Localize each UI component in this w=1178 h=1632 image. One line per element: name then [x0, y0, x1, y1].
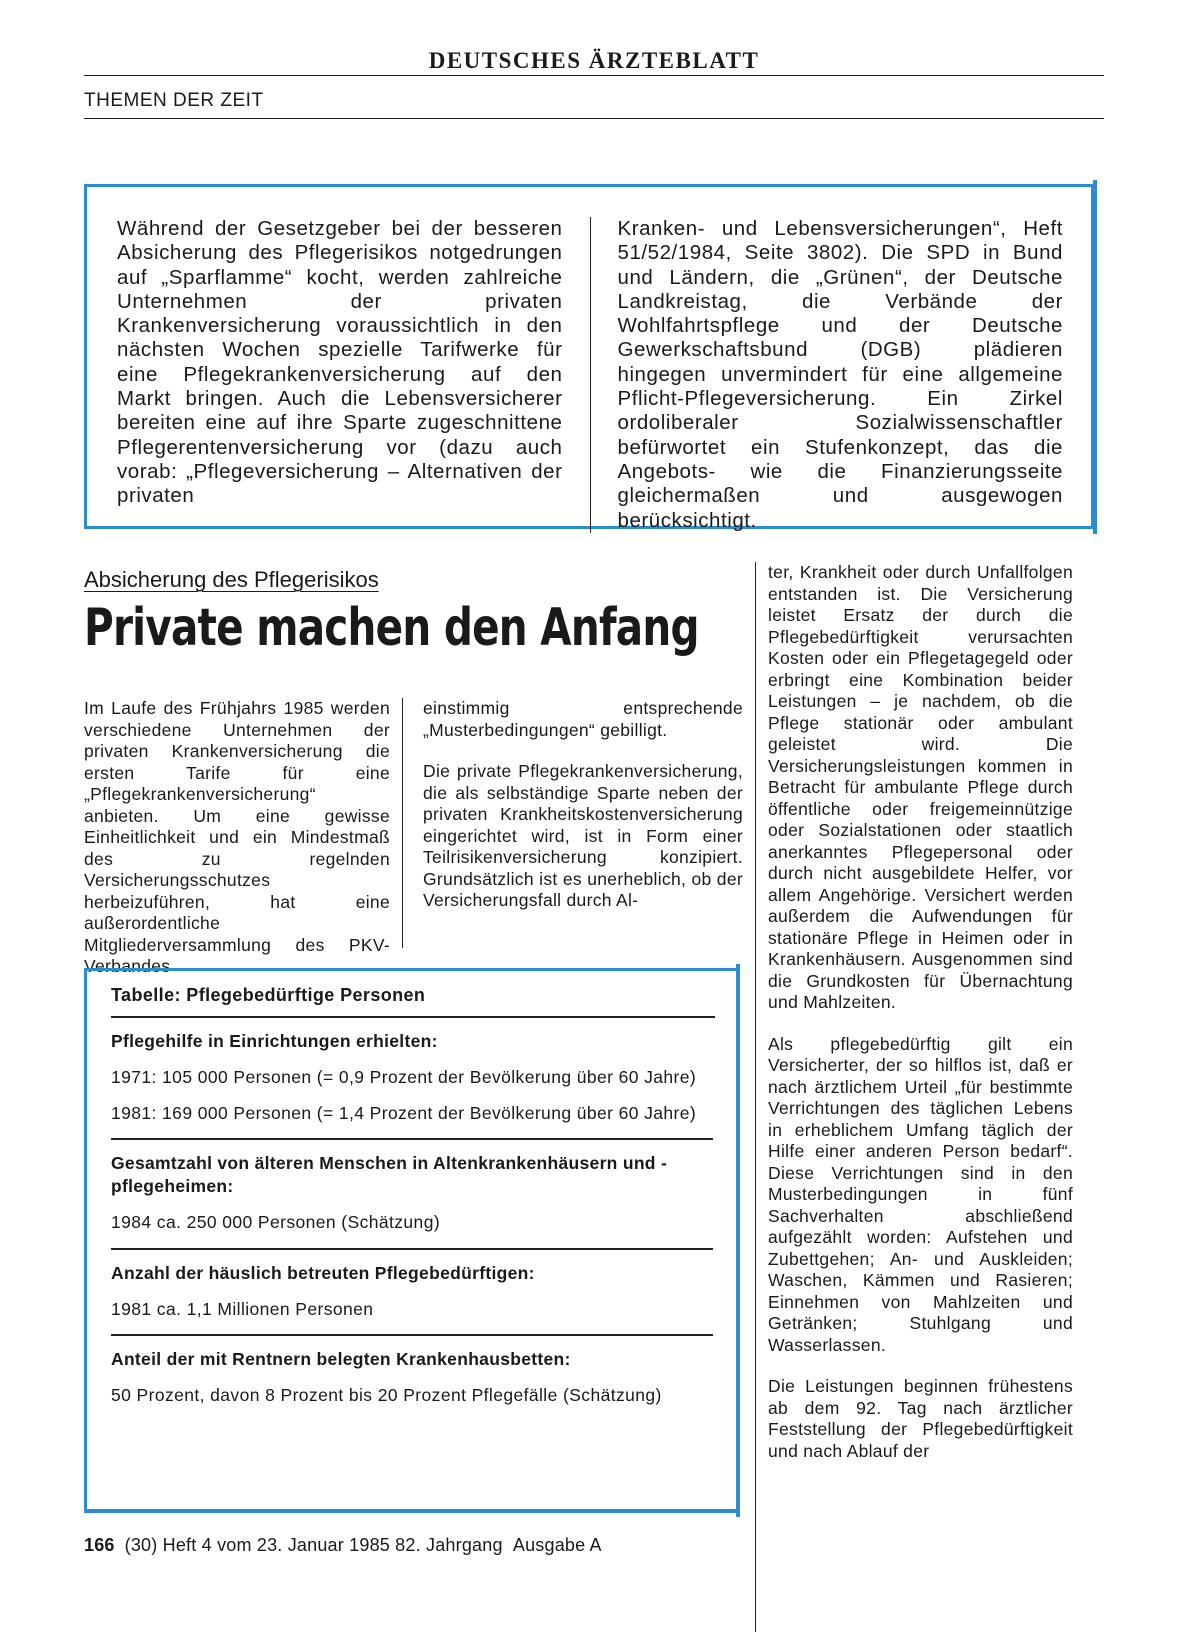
intro-box-edge: [1093, 180, 1097, 534]
edition-info: Ausgabe A: [512, 1535, 602, 1555]
intro-left-column: Während der Gesetzgeber bei der besseren Absicherung des Pflegerisikos notgedrungen auf „Sparflamme“ kocht, werden zahlreiche Unternehmen der privaten Krankenversicherung voraussichtlich in den nächsten Wochen spezielle Tarifwerke für eine Pflegekrankenversicherung auf den Markt bringen. Auch die Lebensversicherer bereiten eine auf ihre Sparte zugeschnittene Pflegerentenversicherung vor (dazu auch vorab: „Pflegeversicherung – Alternativen der privaten: [117, 217, 591, 533]
table-section-heading: Anteil der mit Rentnern belegten Krankenhausbetten:: [111, 1349, 571, 1369]
article-column-3: [768, 562, 1073, 1482]
table-section-heading: Anzahl der häuslich betreuten Pflegebedürftigen:: [111, 1262, 535, 1283]
paragraph: Im Laufe des Frühjahrs 1985 werden verschiedene Unternehmen der privaten Krankenversicherung die ersten Tarife für eine „Pflegekrankenversicherung“ anbieten. Um eine gewisse Einheitlichkeit und ein Mindestmaß des zu regelnden Versicherungsschutzes herbeizuführen, hat eine außerordentliche Mitgliederversammlung des PKV-Verbandes: [84, 698, 390, 976]
table-section: [111, 1250, 713, 1337]
table-section: [111, 1140, 713, 1250]
paragraph: ter, Krankheit oder durch Unfallfolgen entstanden ist. Die Versicherung leistet Ersatz der durch die Pflegebedürftigkeit verursachten Kosten oder ein Pflegetagegeld oder erbringt eine Kombination beider Leistungen – je nachdem, ob die Pflege stationär oder ambulant geleistet wird. Die Versicherungsleistungen kommen in Betracht für ambulante Pflege durch öffentliche oder freigemeinnützige oder Sozialstationen oder staatlich anerkanntes Pflegepersonal oder durch nicht ausgebildete Helfer, vor allem Angehörige. Versichert werden außerdem die Aufwendungen für stationäre Pflege in Heimen oder in Krankenhäusern. Ausgenommen sind die Grundkosten für Übernachtung und Mahlzeiten.: [768, 562, 1073, 1012]
table-line: 50 Prozent, davon 8 Prozent bis 20 Prozent Pflegefälle (Schätzung): [111, 1385, 662, 1405]
paragraph: Als pflegebedürftig gilt ein Versicherter, der so hilflos ist, daß er nach ärztlichem Urteil „für bestimmte Verrichtungen des täglichen Lebens in erheblichem Umfang täglich der Hilfe einer anderen Person bedarf“. Diese Verrichtungen sind in den Musterbedingungen in fünf Sachverhalten abschließend aufgezählt worden: Aufstehen und Zubettgehen; An- und Auskleiden; Waschen, Kämmen und Rasieren; Einnehmen von Mahlzeiten und Getränken; Stuhlgang und Wasserlassen.: [768, 1033, 1073, 1355]
masthead-rule: [84, 75, 1104, 76]
section-label: THEMEN DER ZEIT: [84, 90, 264, 111]
paragraph: Die private Pflegekrankenversicherung, die als selbständige Sparte neben der privaten Krankheitskostenversicherung eingerichtet wird, ist in Form einer Teilrisikenversicherung konzipiert. Grundsätzlich ist es unerheblich, ob der Versicherungsfall durch Al-: [423, 761, 743, 910]
page-footer: [84, 1535, 608, 1556]
issue-info: (30) Heft 4 vom 23. Januar 1985 82. Jahrgang: [124, 1535, 503, 1555]
table-line: 1981: 169 000 Personen (= 1,4 Prozent der Bevölkerung über 60 Jahre): [111, 1102, 697, 1123]
article-column-1: [84, 698, 403, 976]
table-section: [111, 1018, 713, 1140]
table-title: Tabelle: Pflegebedürftige Personen: [111, 971, 715, 1018]
table-box-edge: [736, 964, 740, 1517]
table-line: 1981 ca. 1,1 Millionen Personen: [111, 1298, 374, 1319]
paragraph: einstimmig entsprechende „Musterbedingungen“ gebilligt.: [423, 698, 743, 740]
header-rule: [84, 118, 1104, 119]
paragraph: Die Leistungen beginnen frühestens ab dem 92. Tag nach ärztlicher Feststellung der Pflegebedürftigkeit und nach Ablauf der: [768, 1376, 1073, 1461]
page-number: 166: [84, 1535, 115, 1555]
article-kicker: Absicherung des Pflegerisikos: [84, 567, 379, 592]
intro-box: [84, 184, 1094, 532]
article-headline: Private machen den Anfang: [84, 598, 699, 658]
table-line: 1984 ca. 250 000 Personen (Schätzung): [111, 1212, 441, 1232]
table-section-heading: Gesamtzahl von älteren Menschen in Altenkrankenhäusern und -pflegeheimen:: [111, 1153, 668, 1196]
column-divider: [755, 562, 756, 1632]
article-column-2: [423, 698, 743, 948]
statistics-table: [84, 968, 740, 1513]
table-section-heading: Pflegehilfe in Einrichtungen erhielten:: [111, 1031, 438, 1051]
masthead: DEUTSCHES ÄRZTEBLATT: [428, 48, 760, 73]
intro-right-column: Kranken- und Lebensversicherungen“, Heft 51/52/1984, Seite 3802). Die SPD in Bund und Ländern, die „Grünen“, der Deutsche Landkreistag, die Verbände der Wohlfahrtspflege und der Deutsche Gewerkschaftsbund (DGB) plädieren hingegen unvermindert für eine allgemeine Pflicht-Pflegeversicherung. Ein Zirkel ordoliberaler Sozialwissenschaftler befürwortet ein Stufenkonzept, das die Angebots- wie die Finanzierungsseite gleichermaßen und ausgewogen berücksichtigt.: [617, 217, 1063, 532]
table-line: 1971: 105 000 Personen (= 0,9 Prozent der Bevölkerung über 60 Jahre): [111, 1067, 697, 1087]
table-section: [111, 1336, 713, 1407]
